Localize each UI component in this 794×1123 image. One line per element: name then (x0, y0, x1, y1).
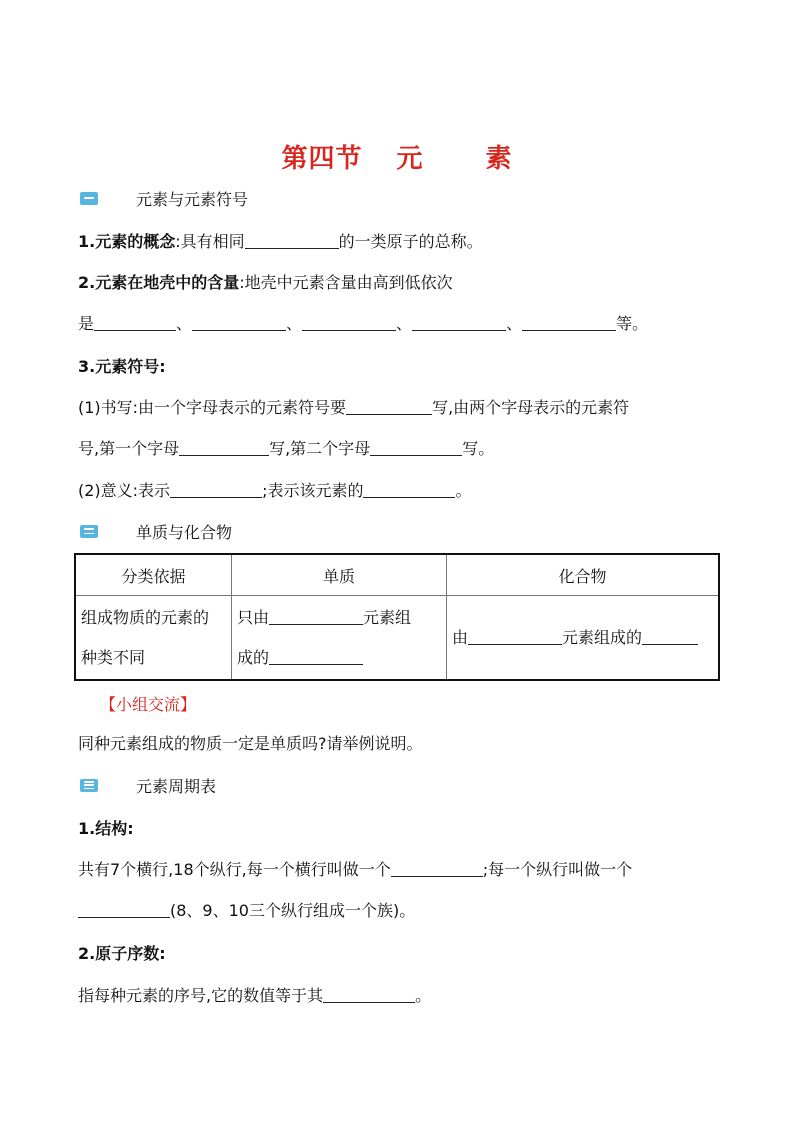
section-heading-1: 元素与元素符号 (78, 186, 248, 210)
item-structure: 1.结构: (78, 819, 134, 838)
answer-blank[interactable] (269, 608, 363, 625)
structure-description: 共有7个横行,18个纵行,每一个横行叫做一个 ;每一个纵行叫做一个 (78, 860, 633, 879)
atomic-number-description: 指每种元素的序号,它的数值等于其 。 (78, 986, 432, 1005)
answer-blank[interactable] (269, 648, 363, 665)
item-atomic-number: 2.原子序数: (78, 944, 166, 963)
answer-blank[interactable] (642, 628, 698, 645)
section-two-icon (80, 525, 98, 538)
group-discussion-tag: 【小组交流】 (100, 695, 197, 714)
section-one-icon (80, 192, 98, 205)
header-cell: 分类依据 (75, 554, 232, 596)
symbol-writing-rule: (1)书写:由一个字母表示的元素符号要 写,由两个字母表示的元素符 (78, 398, 630, 417)
symbol-meaning: (2)意义:表示 ;表示该元素的 。 (78, 481, 472, 500)
simple-substance-cell: 只由 元素组 成的 (232, 596, 447, 681)
answer-blank[interactable] (391, 860, 483, 877)
answer-blank[interactable] (468, 628, 562, 645)
symbol-writing-rule-cont: 号,第一个字母 写,第二个字母 写。 (78, 439, 495, 458)
section-heading-2: 单质与化合物 (78, 519, 232, 543)
answer-blank[interactable] (522, 314, 616, 331)
section-three-icon (80, 779, 98, 792)
answer-blank[interactable] (363, 481, 455, 498)
page-title: 第四节 元 素 (281, 144, 513, 174)
group-discussion-question: 同种元素组成的物质一定是单质吗?请举例说明。 (78, 734, 423, 753)
answer-blank[interactable] (192, 314, 286, 331)
answer-blank[interactable] (412, 314, 506, 331)
answer-blank[interactable] (179, 439, 269, 456)
table-row (75, 596, 719, 681)
answer-blank[interactable] (94, 314, 176, 331)
item-element-symbol: 3.元素符号: (78, 357, 166, 376)
answer-blank[interactable] (302, 314, 396, 331)
item-crust-blanks: 是 、 、 、 、 等。 (78, 314, 649, 333)
item-element-concept: 1.元素的概念:具有相同 的一类原子的总称。 (78, 232, 483, 251)
header-cell: 单质 (232, 554, 447, 596)
answer-blank[interactable] (370, 439, 462, 456)
answer-blank[interactable] (346, 398, 432, 415)
table-header-row (75, 554, 719, 596)
section-heading-3: 元素周期表 (78, 773, 216, 797)
answer-blank[interactable] (323, 986, 415, 1003)
basis-cell: 组成物质的元素的 种类不同 (75, 596, 232, 681)
structure-description-cont: (8、9、10三个纵行组成一个族)。 (78, 900, 415, 922)
answer-blank[interactable] (170, 481, 262, 498)
item-crust-abundance: 2.元素在地壳中的含量:地壳中元素含量由高到低依次 (78, 273, 453, 292)
compound-cell: 由 元素组成的 (447, 596, 720, 681)
answer-blank[interactable] (78, 901, 170, 918)
answer-blank[interactable] (245, 232, 339, 249)
classification-table (74, 553, 720, 681)
header-cell: 化合物 (447, 554, 720, 596)
